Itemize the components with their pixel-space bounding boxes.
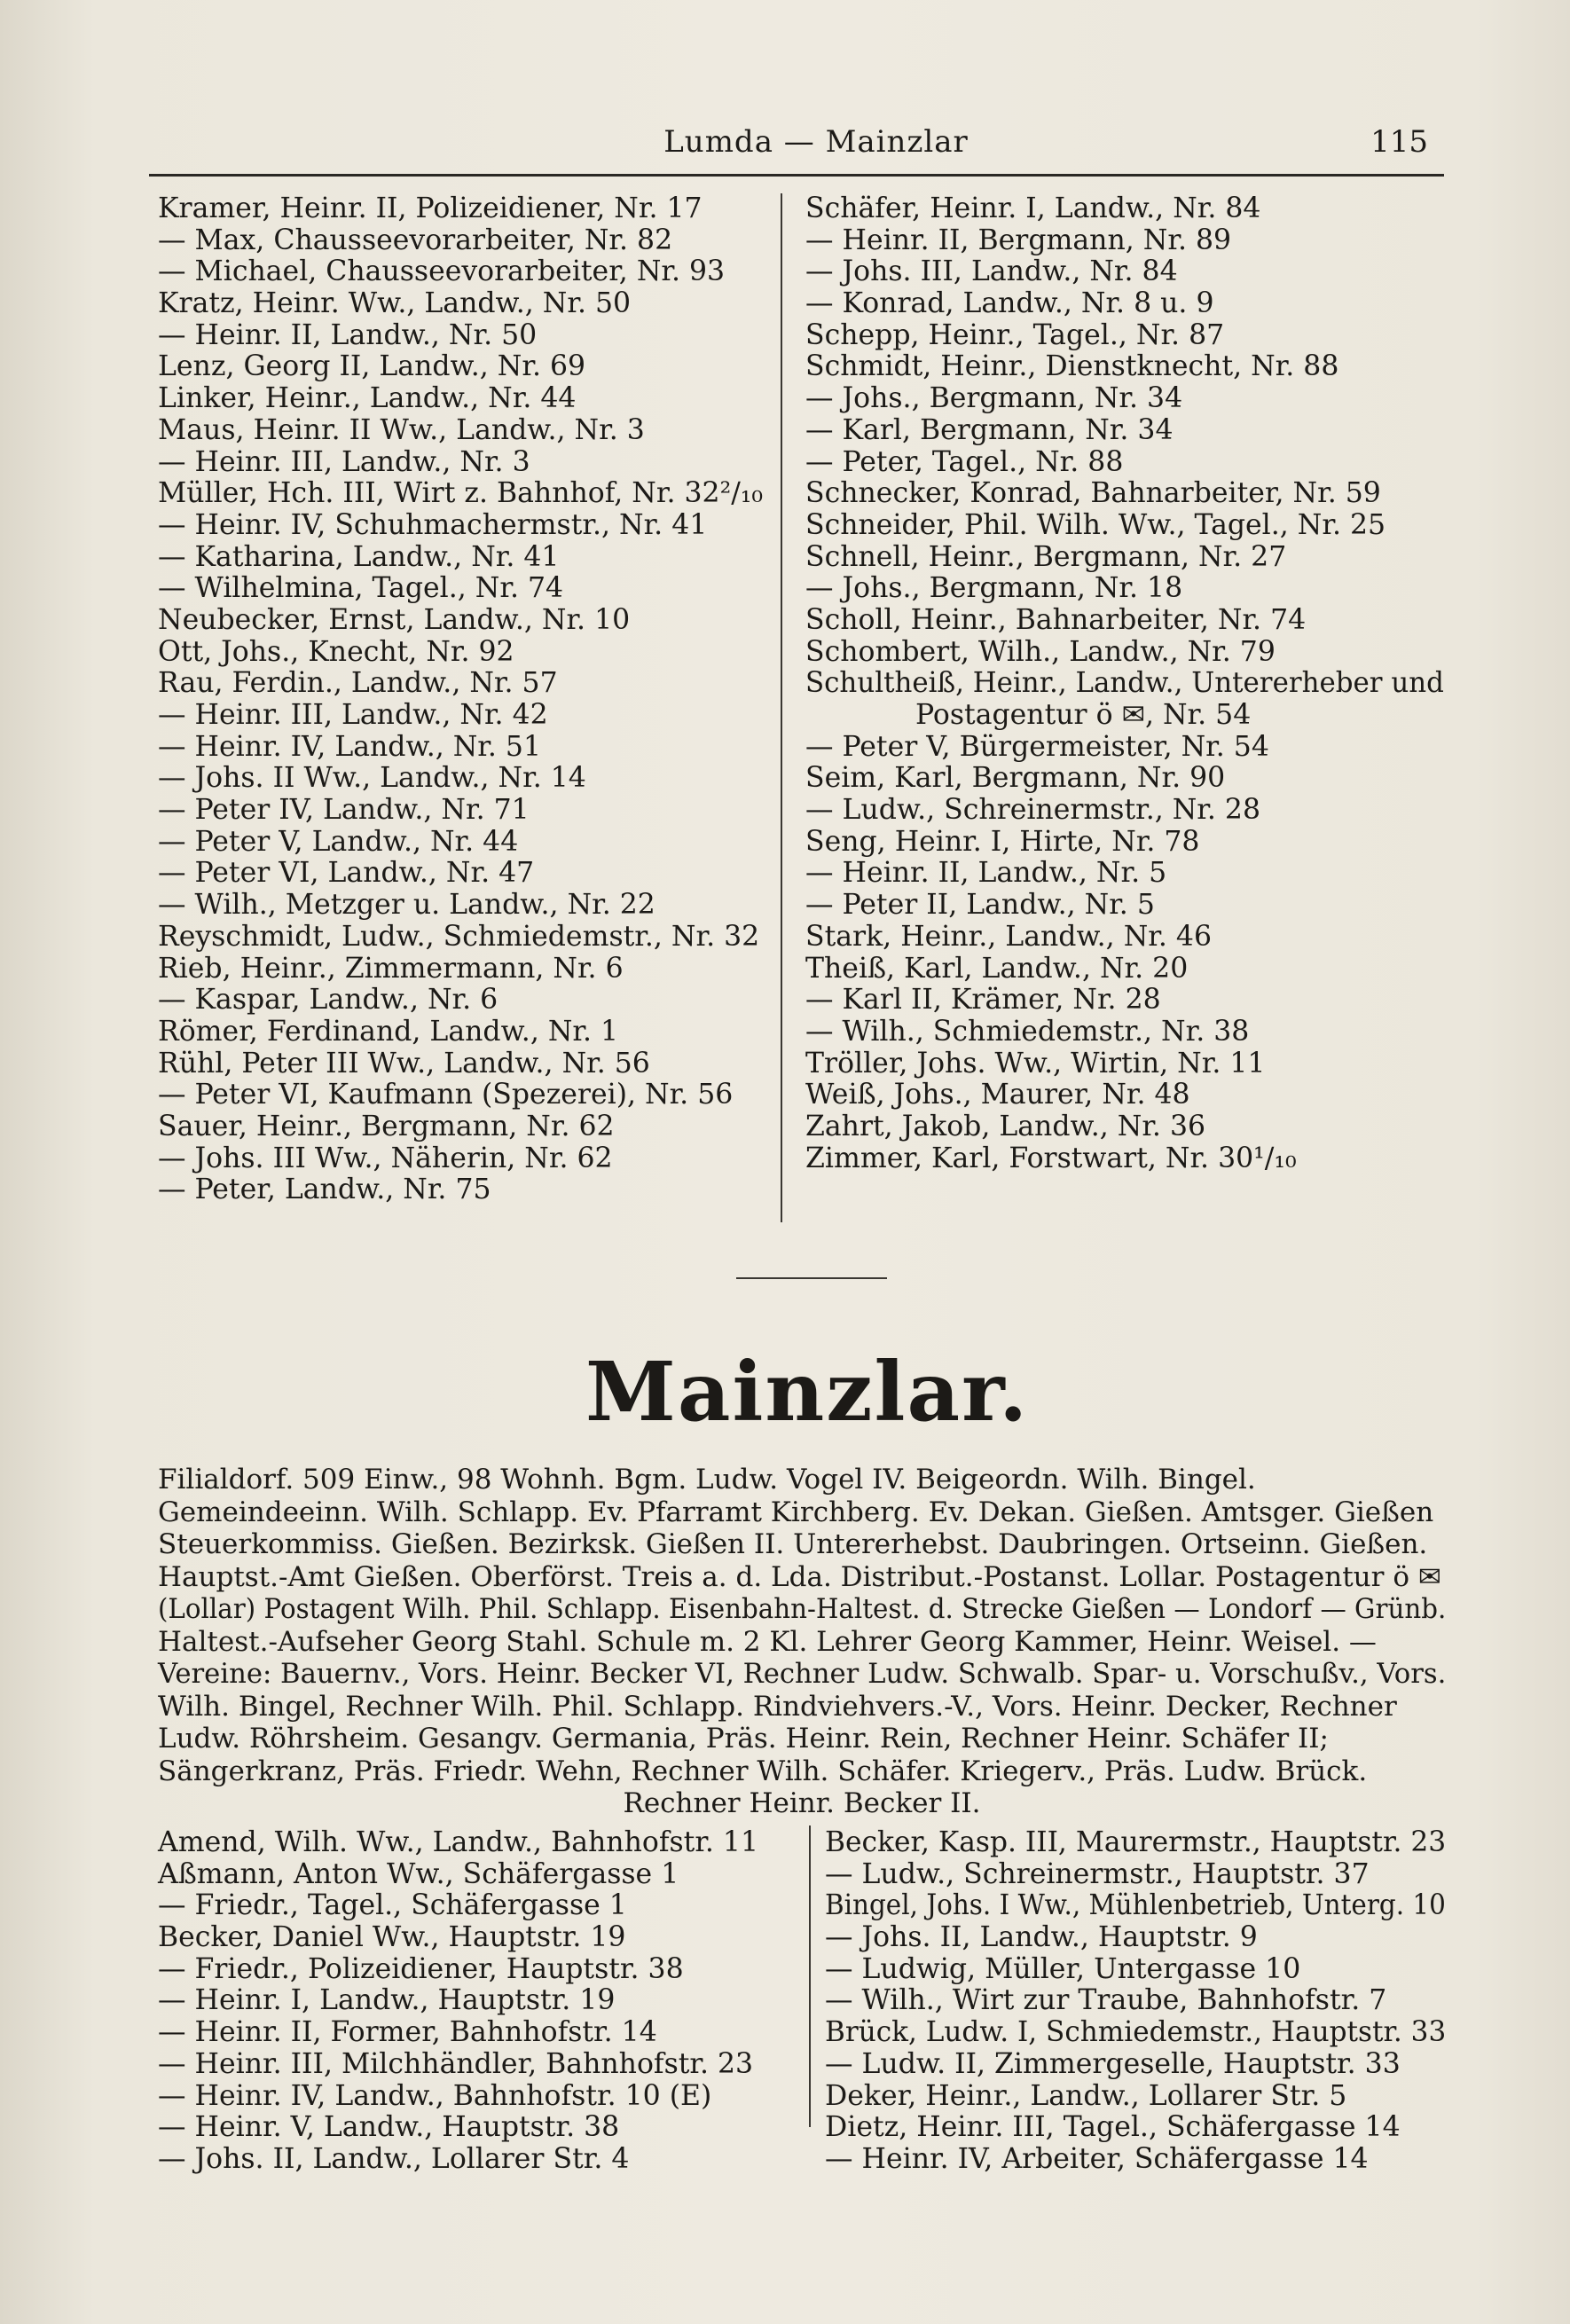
header-rule xyxy=(149,174,1444,177)
list-item: Becker, Daniel Ww., Hauptstr. 19 xyxy=(158,1921,626,1954)
list-item: Schultheiß, Heinr., Landw., Untererheber und xyxy=(805,667,1444,700)
list-item: — Peter, Tagel., Nr. 88 xyxy=(805,445,1124,478)
list-item: Müller, Hch. III, Wirt z. Bahnhof, Nr. 32²/₁₀ xyxy=(158,477,764,510)
list-item: — Heinr. II, Bergmann, Nr. 89 xyxy=(805,224,1232,256)
list-item: Stark, Heinr., Landw., Nr. 46 xyxy=(805,920,1212,953)
list-item: — Peter, Landw., Nr. 75 xyxy=(158,1174,491,1206)
list-item: — Heinr. III, Milchhändler, Bahnhofstr. 23 xyxy=(158,2047,754,2080)
list-item: — Peter II, Landw., Nr. 5 xyxy=(805,889,1155,922)
list-item: Dietz, Heinr. III, Tagel., Schäfergasse 14 xyxy=(825,2111,1401,2144)
list-item: Linker, Heinr., Landw., Nr. 44 xyxy=(158,382,577,415)
village-description xyxy=(158,1464,1446,1820)
list-item: Schepp, Heinr., Tagel., Nr. 87 xyxy=(805,318,1225,351)
list-item: — Wilh., Wirt zur Traube, Bahnhofstr. 7 xyxy=(825,1984,1387,2017)
list-item: — Peter V, Bürgermeister, Nr. 54 xyxy=(805,730,1269,763)
list-item: — Johs. III, Landw., Nr. 84 xyxy=(805,255,1178,288)
list-item: — Wilh., Schmiedemstr., Nr. 38 xyxy=(805,1015,1250,1048)
list-item: — Friedr., Tagel., Schäfergasse 1 xyxy=(158,1889,627,1922)
list-item: — Ludw., Schreinermstr., Hauptstr. 37 xyxy=(825,1857,1370,1890)
list-item: — Michael, Chausseevorarbeiter, Nr. 93 xyxy=(158,255,726,288)
list-item: Neubecker, Ernst, Landw., Nr. 10 xyxy=(158,603,631,636)
list-item: Rau, Ferdin., Landw., Nr. 57 xyxy=(158,667,558,700)
description-line: Wilh. Bingel, Rechner Wilh. Phil. Schlapp. Rindviehvers.-V., Vors. Heinr. Decker, Rechner xyxy=(158,1690,1397,1723)
list-item: — Karl, Bergmann, Nr. 34 xyxy=(805,413,1174,446)
list-item: — Heinr. IV, Landw., Bahnhofstr. 10 (E) xyxy=(158,2079,712,2112)
list-item: Kramer, Heinr. II, Polizeidiener, Nr. 17 xyxy=(158,192,703,224)
list-item: — Heinr. IV, Schuhmachermstr., Nr. 41 xyxy=(158,508,708,541)
list-item: Seim, Karl, Bergmann, Nr. 90 xyxy=(805,762,1226,795)
description-line: Haltest.-Aufseher Georg Stahl. Schule m. 2 Kl. Lehrer Georg Kammer, Heinr. Weisel. — xyxy=(158,1625,1377,1658)
list-item: — Friedr., Polizeidiener, Hauptstr. 38 xyxy=(158,1952,684,1985)
list-item: Schmidt, Heinr., Dienstknecht, Nr. 88 xyxy=(805,350,1339,383)
list-item: Rühl, Peter III Ww., Landw., Nr. 56 xyxy=(158,1047,650,1080)
list-item: — Johs. II Ww., Landw., Nr. 14 xyxy=(158,762,586,795)
description-line: Rechner Heinr. Becker II. xyxy=(623,1787,981,1819)
list-item: — Johs. III Ww., Näherin, Nr. 62 xyxy=(158,1142,613,1174)
list-item: Amend, Wilh. Ww., Landw., Bahnhofstr. 11 xyxy=(158,1826,759,1858)
list-item: — Max, Chausseevorarbeiter, Nr. 82 xyxy=(158,224,673,256)
list-item: — Heinr. I, Landw., Hauptstr. 19 xyxy=(158,1984,616,2017)
list-item: — Peter V, Landw., Nr. 44 xyxy=(158,825,519,858)
list-item: — Heinr. V, Landw., Hauptstr. 38 xyxy=(158,2111,620,2144)
list-item-continuation: Postagentur ö ✉, Nr. 54 xyxy=(915,699,1252,731)
list-item: — Heinr. II, Landw., Nr. 50 xyxy=(158,318,538,351)
list-item: — Johs., Bergmann, Nr. 34 xyxy=(805,382,1183,415)
mainzlar-left-column xyxy=(158,1827,797,2176)
list-item: Schnell, Heinr., Bergmann, Nr. 27 xyxy=(805,540,1287,573)
list-item: Schombert, Wilh., Landw., Nr. 79 xyxy=(805,635,1276,668)
description-line: Sängerkranz, Präs. Friedr. Wehn, Rechner Wilh. Schäfer. Kriegerv., Präs. Ludw. Brück. xyxy=(158,1755,1368,1787)
list-item: — Wilhelmina, Tagel., Nr. 74 xyxy=(158,572,564,605)
mainzlar-right-column xyxy=(825,1827,1446,2176)
description-line: Hauptst.-Amt Gießen. Oberförst. Treis a. d. Lda. Distribut.-Postanst. Lollar. Postagentur ö ✉ xyxy=(158,1560,1441,1593)
list-item: — Peter VI, Kaufmann (Spezerei), Nr. 56 xyxy=(158,1079,734,1111)
list-item: — Johs., Bergmann, Nr. 18 xyxy=(805,572,1183,605)
list-item: — Johs. II, Landw., Lollarer Str. 4 xyxy=(158,2142,630,2175)
list-item: — Heinr. III, Landw., Nr. 3 xyxy=(158,445,530,478)
column-divider xyxy=(809,1825,811,2127)
list-item: — Heinr. IV, Landw., Nr. 51 xyxy=(158,730,542,763)
list-item: — Heinr. II, Landw., Nr. 5 xyxy=(805,857,1167,890)
list-item: Aßmann, Anton Ww., Schäfergasse 1 xyxy=(158,1857,679,1890)
list-item: — Wilh., Metzger u. Landw., Nr. 22 xyxy=(158,889,655,922)
list-item: Reyschmidt, Ludw., Schmiedemstr., Nr. 32 xyxy=(158,920,760,953)
description-line: Gemeindeeinn. Wilh. Schlapp. Ev. Pfarramt Kirchberg. Ev. Dekan. Gießen. Amtsger. Gießen xyxy=(158,1496,1434,1528)
list-item: — Peter VI, Landw., Nr. 47 xyxy=(158,857,535,890)
list-item: Zahrt, Jakob, Landw., Nr. 36 xyxy=(805,1110,1206,1142)
description-line: Filialdorf. 509 Einw., 98 Wohnh. Bgm. Ludw. Vogel IV. Beigeordn. Wilh. Bingel. xyxy=(158,1464,1256,1496)
section-rule xyxy=(736,1277,887,1279)
page-number: 115 xyxy=(1370,124,1428,160)
lumda-right-column xyxy=(805,193,1444,1174)
list-item: Ott, Johs., Knecht, Nr. 92 xyxy=(158,635,514,668)
list-item: Rieb, Heinr., Zimmermann, Nr. 6 xyxy=(158,952,624,985)
list-item: — Ludw., Schreinermstr., Nr. 28 xyxy=(805,794,1261,827)
list-item: — Kaspar, Landw., Nr. 6 xyxy=(158,984,498,1017)
list-item: Brück, Ludw. I, Schmiedemstr., Hauptstr. 33 xyxy=(825,2016,1447,2049)
list-item: — Peter IV, Landw., Nr. 71 xyxy=(158,794,530,827)
list-item: Lenz, Georg II, Landw., Nr. 69 xyxy=(158,350,586,383)
column-divider xyxy=(781,193,782,1222)
list-item: — Katharina, Landw., Nr. 41 xyxy=(158,540,560,573)
list-item: — Johs. II, Landw., Hauptstr. 9 xyxy=(825,1921,1258,1954)
list-item: Schnecker, Konrad, Bahnarbeiter, Nr. 59 xyxy=(805,477,1381,510)
description-line: (Lollar) Postagent Wilh. Phil. Schlapp. Eisenbahn-Haltest. d. Strecke Gießen — Londorf — Grünb. xyxy=(158,1593,1447,1625)
lumda-left-column xyxy=(158,193,770,1206)
list-item: Schäfer, Heinr. I, Landw., Nr. 84 xyxy=(805,192,1261,224)
description-line: Ludw. Röhrsheim. Gesangv. Germania, Präs. Heinr. Rein, Rechner Heinr. Schäfer II; xyxy=(158,1723,1329,1755)
list-item: — Ludwig, Müller, Untergasse 10 xyxy=(825,1952,1301,1985)
list-item: — Heinr. II, Former, Bahnhofstr. 14 xyxy=(158,2016,657,2049)
list-item: Tröller, Johs. Ww., Wirtin, Nr. 11 xyxy=(805,1047,1266,1080)
list-item: Weiß, Johs., Maurer, Nr. 48 xyxy=(805,1079,1190,1111)
description-line: Steuerkommiss. Gießen. Bezirksk. Gießen II. Untererhebst. Daubringen. Ortseinn. Gießen. xyxy=(158,1528,1428,1560)
list-item: Römer, Ferdinand, Landw., Nr. 1 xyxy=(158,1015,619,1048)
list-item: — Karl II, Krämer, Nr. 28 xyxy=(805,984,1161,1017)
running-head: Lumda — Mainzlar xyxy=(663,124,969,160)
list-item: Seng, Heinr. I, Hirte, Nr. 78 xyxy=(805,825,1200,858)
section-title: Mainzlar. xyxy=(585,1344,1030,1440)
list-item: Kratz, Heinr. Ww., Landw., Nr. 50 xyxy=(158,287,632,320)
list-item: — Heinr. III, Landw., Nr. 42 xyxy=(158,699,548,731)
list-item: Deker, Heinr., Landw., Lollarer Str. 5 xyxy=(825,2079,1347,2112)
list-item: Zimmer, Karl, Forstwart, Nr. 30¹/₁₀ xyxy=(805,1142,1297,1174)
list-item: Theiß, Karl, Landw., Nr. 20 xyxy=(805,952,1189,985)
list-item: — Konrad, Landw., Nr. 8 u. 9 xyxy=(805,287,1214,320)
description-line: Vereine: Bauernv., Vors. Heinr. Becker VI, Rechner Ludw. Schwalb. Spar- u. Vorschußv., Vors. xyxy=(158,1658,1447,1690)
list-item: — Heinr. IV, Arbeiter, Schäfergasse 14 xyxy=(825,2142,1369,2175)
list-item: — Ludw. II, Zimmergeselle, Hauptstr. 33 xyxy=(825,2047,1401,2080)
list-item: Scholl, Heinr., Bahnarbeiter, Nr. 74 xyxy=(805,603,1307,636)
list-item: Schneider, Phil. Wilh. Ww., Tagel., Nr. 25 xyxy=(805,508,1386,541)
list-item: Bingel, Johs. I Ww., Mühlenbetrieb, Unterg. 10 xyxy=(825,1889,1446,1922)
list-item: Becker, Kasp. III, Maurermstr., Hauptstr. 23 xyxy=(825,1826,1447,1858)
list-item: Maus, Heinr. II Ww., Landw., Nr. 3 xyxy=(158,413,645,446)
list-item: Sauer, Heinr., Bergmann, Nr. 62 xyxy=(158,1110,615,1142)
